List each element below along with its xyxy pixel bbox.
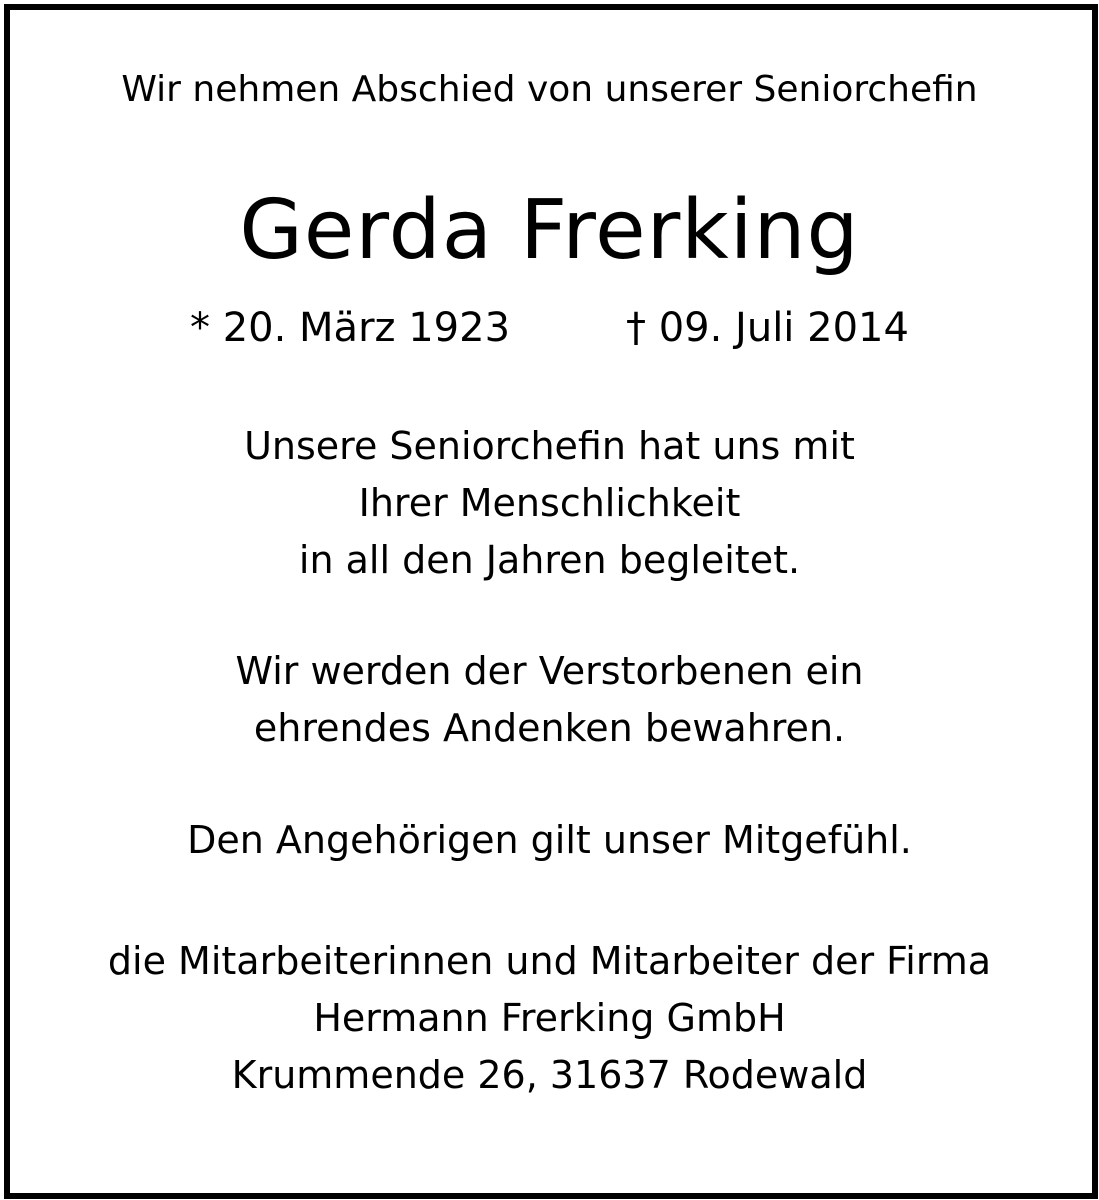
company-name: Hermann Frerking GmbH (313, 996, 786, 1040)
remembrance-line-1: Wir werden der Verstorbenen ein (235, 649, 864, 693)
tribute-line-1: Unsere Seniorchefin hat uns mit (244, 424, 855, 468)
condolence-line: Den Angehörigen gilt unser Mitgefühl. (187, 818, 912, 862)
signature-line-1: die Mitarbeiterinnen und Mitarbeiter der Firma (107, 939, 992, 983)
birth-date: * 20. März 1923 (190, 305, 511, 351)
tribute-line-2: Ihrer Menschlichkeit (358, 481, 741, 525)
company-address: Krummende 26, 31637 Rodewald (231, 1053, 868, 1097)
tribute-line-3: in all den Jahren begleitet. (298, 538, 801, 582)
remembrance-line-2: ehrendes Andenken bewahren. (253, 706, 846, 750)
death-date: † 09. Juli 2014 (626, 305, 909, 351)
life-dates (0, 305, 1099, 358)
deceased-name: Gerda Frerking (239, 183, 860, 278)
intro-line: Wir nehmen Abschied von unserer Seniorchefin (121, 69, 978, 110)
